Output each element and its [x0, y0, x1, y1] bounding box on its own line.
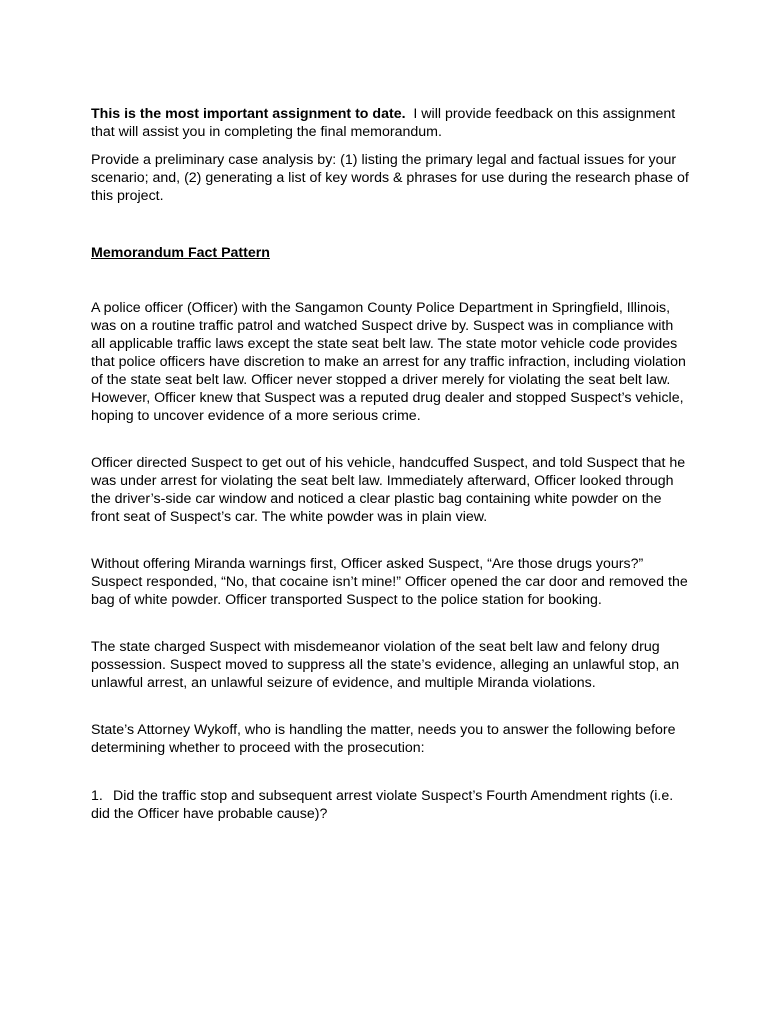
- fact-paragraph-1: A police officer (Officer) with the Sangamon County Police Department in Springfield, Illinois, was on a routine traffic patrol and watched Suspect drive by. Suspect was in compliance with all applicable traffic laws except the state seat belt law. The state motor vehicle code provides that police officers have discretion to make an arrest for any traffic infraction, including violation of the state seat belt law. Officer never stopped a driver merely for violating the seat belt law. However, Officer knew that Suspect was a reputed drug dealer and stopped Suspect’s vehicle, hoping to uncover evidence of a more serious crime.: [91, 300, 686, 424]
- document-page: [91, 105, 691, 823]
- fact-paragraph-3: Without offering Miranda warnings first, Officer asked Suspect, “Are those drugs yours?” Suspect responded, “No, that cocaine isn’t mine!” Officer opened the car door and removed the bag of white powder. Officer transported Suspect to the police station for booking.: [91, 556, 688, 608]
- fact-paragraph-4: The state charged Suspect with misdemeanor violation of the seat belt law and felony drug possession. Suspect moved to suppress all the state’s evidence, alleging an unlawful stop, an unlawful arrest, an unlawful seizure of evidence, and multiple Miranda violations.: [91, 639, 680, 691]
- intro-emphasis: This is the most important assignment to date.: [91, 106, 406, 122]
- section-heading: Memorandum Fact Pattern: [91, 245, 270, 261]
- question-number: 1.: [91, 788, 103, 804]
- question-text: Did the traffic stop and subsequent arrest violate Suspect’s Fourth Amendment rights (i.e. did the Officer have probable cause)?: [91, 788, 674, 822]
- question-item: [91, 787, 691, 823]
- intro-text: I will provide feedback on this assignment that will assist you in completing the final memorandum.: [91, 106, 680, 140]
- instruction-paragraph: Provide a preliminary case analysis by: (1) listing the primary legal and factual issues for your scenario; and, (2) generating a list of key words & phrases for use during the research phase of this project.: [91, 152, 689, 204]
- intro-paragraph: [91, 105, 691, 141]
- attorney-request-paragraph: State’s Attorney Wykoff, who is handling the matter, needs you to answer the following before determining whether to proceed with the prosecution:: [91, 722, 676, 756]
- fact-paragraph-2: Officer directed Suspect to get out of his vehicle, handcuffed Suspect, and told Suspect that he was under arrest for violating the seat belt law. Immediately afterward, Officer looked through the driver’s-side car window and noticed a clear plastic bag containing white powder on the front seat of Suspect’s car. The white powder was in plain view.: [91, 455, 686, 525]
